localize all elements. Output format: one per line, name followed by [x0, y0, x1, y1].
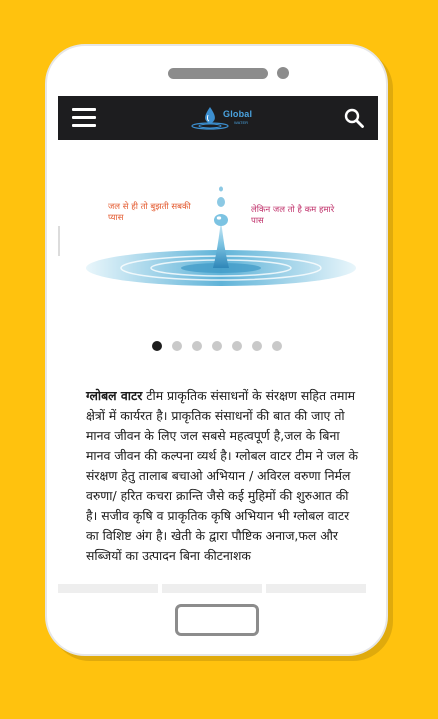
logo-subtext: WATER	[234, 120, 248, 125]
app-screen	[58, 96, 378, 593]
phone-camera	[277, 67, 289, 79]
carousel-dot[interactable]	[252, 341, 262, 351]
carousel-dot[interactable]	[232, 341, 242, 351]
previous-slide-edge	[58, 226, 60, 256]
app-bar	[58, 96, 378, 140]
carousel-dot[interactable]	[172, 341, 182, 351]
search-icon[interactable]	[344, 108, 364, 128]
carousel-dot[interactable]	[152, 341, 162, 351]
carousel-dot[interactable]	[212, 341, 222, 351]
logo-text: Global	[223, 109, 253, 119]
slide-caption-right: लेकिन जल तो है कम हमारे पास	[251, 205, 335, 226]
phone-home-button[interactable]	[175, 604, 259, 636]
article-title: ग्लोबल वाटर	[86, 388, 143, 403]
image-carousel[interactable]	[58, 140, 378, 320]
hamburger-menu-icon[interactable]	[72, 108, 96, 128]
about-article	[86, 386, 358, 566]
water-drop-splash-image	[86, 182, 356, 290]
scroll-edge	[58, 584, 378, 593]
article-body: टीम प्राकृतिक संसाधनों के संरक्षण सहित तमाम क्षेत्रों में कार्यरत है। प्राकृतिक संसाधनों की बात की जाए तो मानव जीवन के लिए जल सबसे महत्वपूर्ण है,जल के बिना मानव जीवन की कल्पना व्यर्थ है। ग्लोबल वाटर टीम ने जल के संरक्षण हेतु तालाब बचाओ अभियान / अविरल वरुणा निर्मल वरुणा/ हरित कचरा क्रान्ति जैसे कई मुहिमों की शुरुआत की है। सजीव कृषि व प्राकृतिक कृषि अभियान भी ग्लोबल वाटर का विशिष्ट अंग है। खेती के द्वारा पौष्टिक अनाज,फल और सब्जियों का उत्पादन बिना कीटनाशक	[86, 388, 359, 563]
carousel-dot[interactable]	[272, 341, 282, 351]
slide-caption-left: जल से ही तो बुझती सबकी प्यास	[108, 202, 191, 223]
carousel-dot[interactable]	[192, 341, 202, 351]
phone-speaker	[168, 68, 268, 79]
carousel-indicators	[152, 341, 282, 353]
